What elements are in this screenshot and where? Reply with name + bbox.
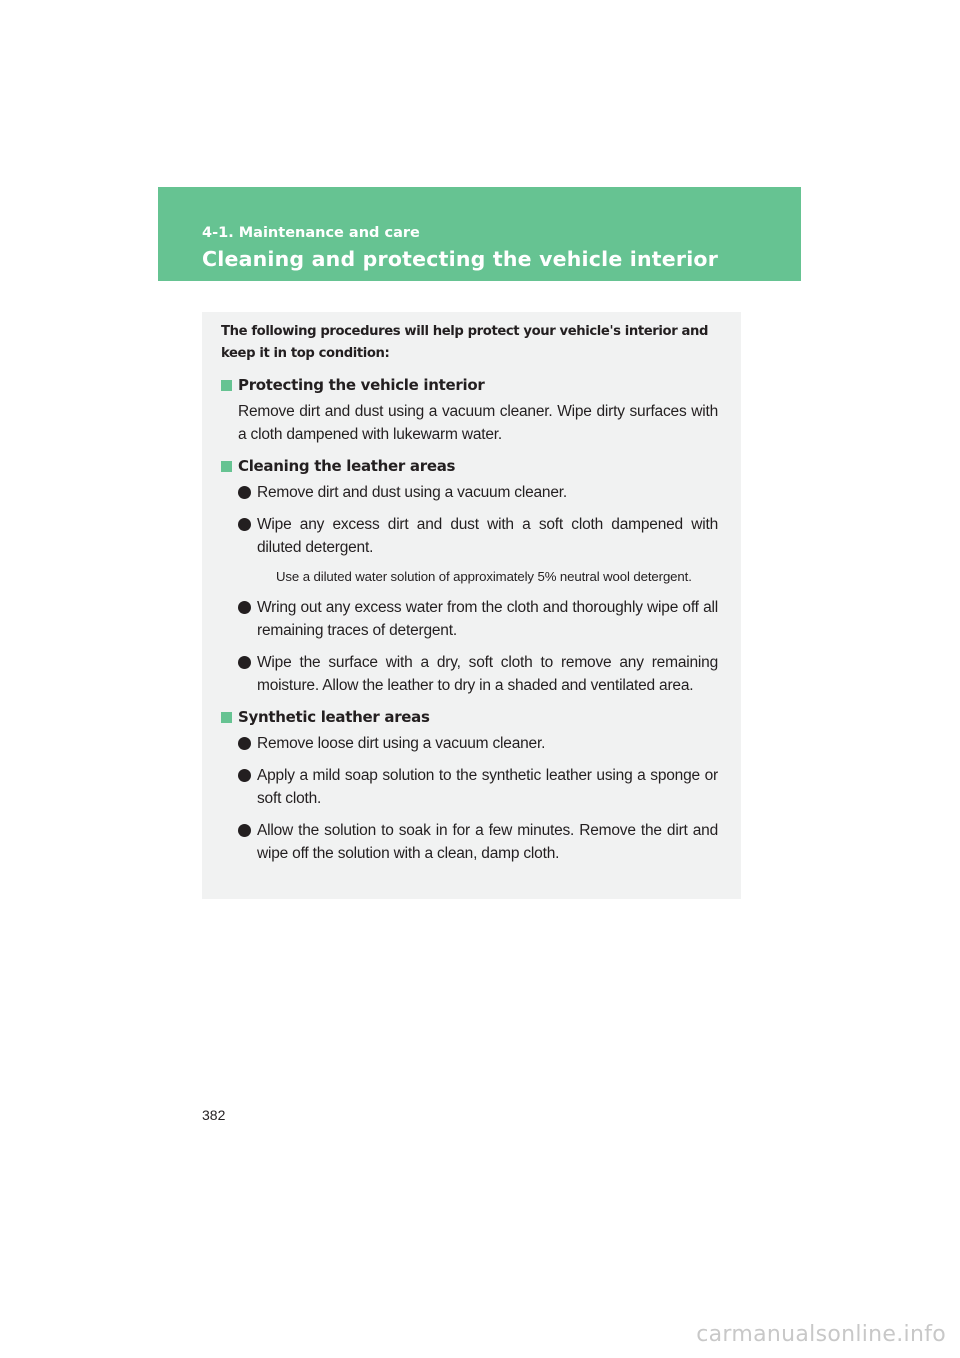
section-synthetic-leather	[221, 706, 718, 865]
page-title: Cleaning and protecting the vehicle interior	[202, 247, 719, 271]
list-item	[238, 764, 718, 810]
section-text: Remove dirt and dust using a vacuum cleaner. Wipe dirty surfaces with a cloth dampened with lukewarm water.	[238, 403, 718, 443]
circle-bullet-icon	[238, 769, 251, 782]
list-item	[238, 481, 718, 504]
section-heading	[221, 706, 718, 728]
list-item	[238, 513, 718, 559]
section-heading-label: Cleaning the leather areas	[238, 457, 456, 475]
circle-bullet-icon	[238, 737, 251, 750]
list-item	[238, 596, 718, 642]
list-item-text: Wipe the surface with a dry, soft cloth to remove any remaining moisture. Allow the leather to dry in a shaded and ventilated area.	[257, 654, 718, 694]
list-item	[238, 732, 718, 755]
watermark: carmanualsonline.info	[696, 1322, 946, 1347]
square-bullet-icon	[221, 712, 232, 723]
circle-bullet-icon	[238, 656, 251, 669]
circle-bullet-icon	[238, 486, 251, 499]
circle-bullet-icon	[238, 601, 251, 614]
page-number: 382	[202, 1107, 226, 1123]
list-item-text: Wipe any excess dirt and dust with a soft cloth dampened with diluted detergent.	[257, 516, 718, 556]
header-band	[158, 187, 801, 281]
content-box	[202, 312, 741, 899]
section-heading-label: Synthetic leather areas	[238, 708, 430, 726]
intro-text: The following procedures will help protect your vehicle's interior and keep it in top condition:	[221, 324, 709, 361]
list-item	[238, 819, 718, 865]
list-item-text: Remove loose dirt using a vacuum cleaner.	[257, 735, 546, 752]
section-label: 4-1. Maintenance and care	[202, 225, 420, 241]
list-item-text: Wring out any excess water from the cloth and thoroughly wipe off all remaining traces of detergent.	[257, 599, 718, 639]
square-bullet-icon	[221, 461, 232, 472]
section-heading-label: Protecting the vehicle interior	[238, 376, 485, 394]
list-item-text: Apply a mild soap solution to the synthetic leather using a sponge or soft cloth.	[257, 767, 718, 807]
circle-bullet-icon	[238, 824, 251, 837]
list-item-text: Remove dirt and dust using a vacuum cleaner.	[257, 484, 567, 501]
section-heading	[221, 455, 718, 477]
list-item-text: Allow the solution to soak in for a few minutes. Remove the dirt and wipe off the solution with a clean, damp cloth.	[257, 822, 718, 862]
section-protecting-interior	[221, 374, 718, 446]
list-item	[238, 651, 718, 697]
circle-bullet-icon	[238, 518, 251, 531]
square-bullet-icon	[221, 380, 232, 391]
section-leather-areas	[221, 455, 718, 697]
detergent-note: Use a diluted water solution of approximately 5% neutral wool detergent.	[276, 569, 692, 584]
section-heading	[221, 374, 718, 396]
